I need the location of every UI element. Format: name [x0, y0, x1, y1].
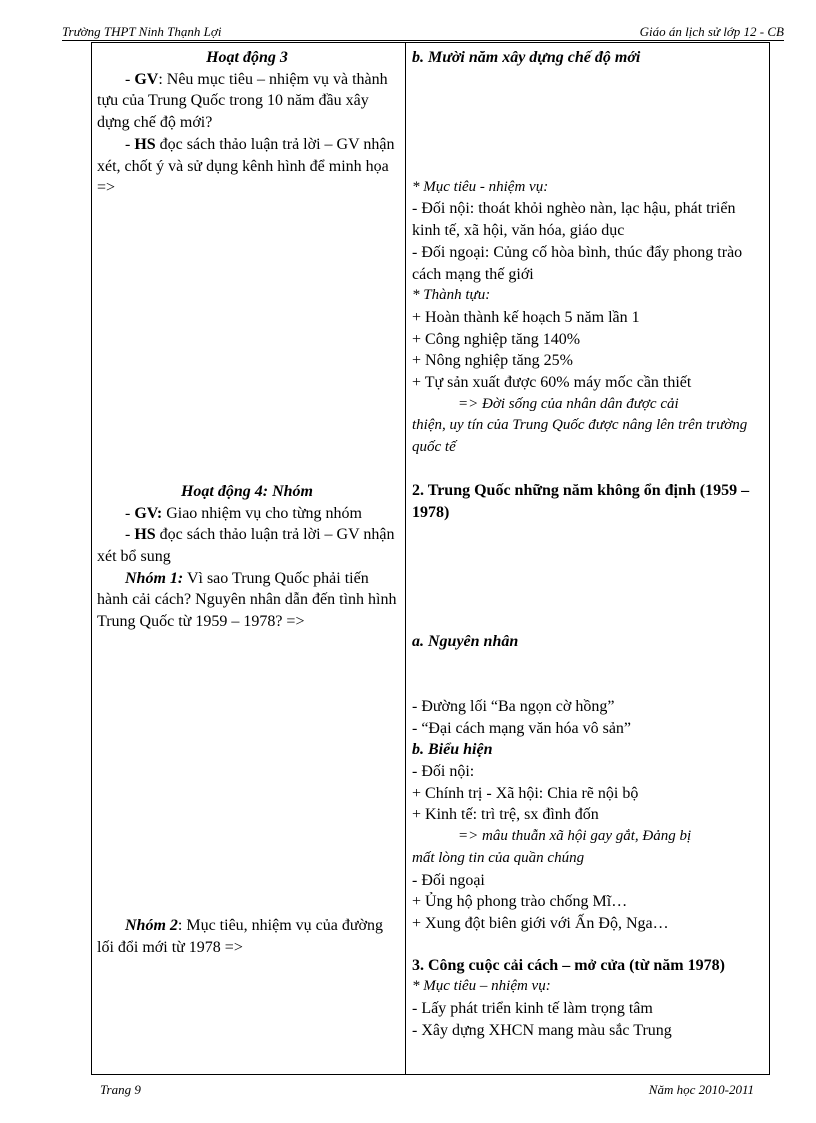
spacer [412, 935, 764, 955]
spacer [412, 523, 764, 631]
spacer [97, 633, 397, 915]
header-school: Trường THPT Ninh Thạnh Lợi [62, 24, 222, 39]
activity-4-title: Hoạt động 4: Nhóm [180, 482, 313, 500]
achievement-1: + Hoàn thành kế hoạch 5 năm lần 1 [412, 308, 640, 326]
goals-heading: * Mục tiêu - nhiệm vụ: [412, 178, 549, 195]
header-rule [62, 40, 784, 41]
goal-foreign: - Đối ngoại: Củng cố hòa bình, thúc đẩy phong trào cách mạng thế giới [412, 243, 743, 283]
activity-4-hs: - HS đọc sách thảo luận trả lời – GV nhận xét bổ sung [97, 526, 395, 566]
goal-domestic: - Đối nội: thoát khỏi nghèo nàn, lạc hậu, phát triển kinh tế, xã hội, văn hóa, giáo dục [412, 200, 736, 240]
spacer [97, 199, 397, 481]
achievements-heading: * Thành tựu: [412, 287, 491, 304]
group-2-task: Nhóm 2: Mục tiêu, nhiệm vụ của đường lối đổi mới từ 1978 => [97, 916, 383, 956]
spacer [412, 69, 764, 177]
achievement-4: + Tự sản xuất được 60% máy mốc cần thiết [412, 374, 692, 392]
manifestation-6: + Ủng hộ phong trào chống Mĩ… [412, 893, 628, 911]
manifestation-2: + Chính trị - Xã hội: Chia rẽ nội bộ [412, 784, 639, 802]
footer-year: Năm học 2010-2011 [648, 1082, 754, 1097]
manifestation-4-line1: => mâu thuẫn xã hội gay gắt, Đảng bị [458, 828, 692, 845]
achievement-3: + Nông nghiệp tăng 25% [412, 352, 573, 370]
manifestation-4-line2: mất lòng tin của quần chúng [412, 849, 585, 866]
content-column [412, 47, 764, 1042]
activity-4-gv: - GV: Giao nhiệm vụ cho từng nhóm [125, 504, 362, 522]
manifestation-7: + Xung đột biên giới với Ấn Độ, Nga… [412, 914, 669, 932]
footer-page: Trang 9 [100, 1082, 141, 1097]
section-2-title: 2. Trung Quốc những năm không ổn định (1959 – 1978) [412, 481, 750, 521]
spacer [412, 653, 764, 696]
cause-2: - “Đại cách mạng văn hóa vô sản” [412, 719, 632, 737]
manifestation-heading: b. Biểu hiện [412, 741, 493, 759]
cause-1: - Đường lối “Ba ngọn cờ hồng” [412, 697, 615, 715]
manifestation-3: + Kinh tế: trì trệ, sx đình đốn [412, 806, 599, 824]
achievement-result-line1: => Đời sống của nhân dân được cải [458, 395, 679, 412]
achievement-2: + Công nghiệp tăng 140% [412, 330, 581, 348]
reform-goal-1: - Lấy phát triển kinh tế làm trọng tâm [412, 1000, 653, 1018]
activity-3-hs: - HS đọc sách thảo luận trả lời – GV nhận xét, chốt ý và sử dụng kênh hình để minh họa => [97, 135, 395, 197]
group-1-task: Nhóm 1: Vì sao Trung Quốc phải tiến hành cải cách? Nguyên nhân dẫn đến tình hình Trung Quốc từ 1959 – 1978? => [97, 569, 397, 631]
lesson-table [91, 42, 770, 1075]
activities-column [97, 47, 397, 958]
activity-3-title: Hoạt động 3 [206, 49, 288, 66]
section-b-title: b. Mười năm xây dựng chế độ mới [412, 49, 641, 66]
reform-goals-heading: * Mục tiêu – nhiệm vụ: [412, 978, 551, 995]
spacer [412, 459, 764, 480]
cause-heading: a. Nguyên nhân [412, 633, 519, 651]
achievement-result-line2: thiện, uy tín của Trung Quốc được nâng lên trên trường quốc tế [412, 417, 748, 456]
manifestation-5: - Đối ngoại [412, 871, 485, 889]
activity-3-gv: - GV: Nêu mục tiêu – nhiệm vụ và thành tựu của Trung Quốc trong 10 năm đầu xây dựng chế độ mới? [97, 70, 388, 132]
column-divider [405, 43, 406, 1074]
reform-goal-2: - Xây dựng XHCN mang màu sắc Trung [412, 1021, 672, 1039]
header-subject: Giáo án lịch sử lớp 12 - CB [639, 24, 784, 39]
manifestation-1: - Đối nội: [412, 763, 475, 781]
section-3-title: 3. Công cuộc cải cách – mở cửa (từ năm 1978) [412, 956, 725, 974]
